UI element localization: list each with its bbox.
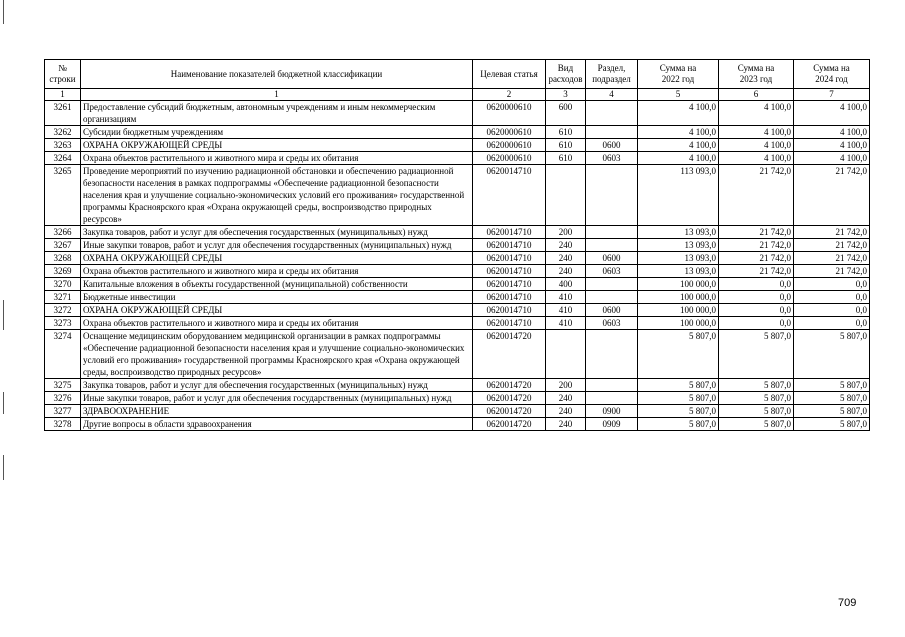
sum-2022-cell: 5 807,0 [638,418,719,431]
target-article-cell: 0620014720 [473,392,546,405]
indicator-name-cell: ОХРАНА ОКРУЖАЮЩЕЙ СРЕДЫ [81,304,473,317]
expense-kind-cell: 600 [546,101,586,126]
sum-2023-cell: 21 742,0 [719,265,794,278]
expense-kind-cell: 410 [546,317,586,330]
indicator-name-cell: Охрана объектов растительного и животного мира и среды их обитания [81,317,473,330]
row-number-cell: 3265 [45,165,81,226]
sum-2022-cell: 4 100,0 [638,139,719,152]
table-row [45,330,870,379]
page-number: 709 [838,597,857,609]
indicator-name-cell: Оснащение медицинским оборудованием медицинской организации в рамках подпрограммы «Обеспечение радиационной безопасности населения края и улучшение социально-экономических условий его проживания» государственной программы Красноярского края «Охрана окружающей среды, воспроизводство природных ресурсов» [81,330,473,379]
sum-2023-cell: 0,0 [719,304,794,317]
table-row [45,126,870,139]
table-row [45,226,870,239]
row-number-cell: 3264 [45,152,81,165]
sum-2022-cell: 13 093,0 [638,226,719,239]
indicator-name-cell: Капитальные вложения в объекты государственной (муниципальной) собственности [81,278,473,291]
sum-2023-cell: 4 100,0 [719,101,794,126]
sum-2024-cell: 5 807,0 [794,392,870,405]
section-cell: 0603 [586,265,638,278]
table-row [45,304,870,317]
header-indicator-name: Наименование показателей бюджетной классификации [81,60,473,89]
target-article-cell: 0620014710 [473,252,546,265]
row-number-cell: 3276 [45,392,81,405]
section-cell [586,291,638,304]
target-article-cell: 0620014710 [473,317,546,330]
expense-kind-cell: 200 [546,226,586,239]
indicator-name-cell: Закупка товаров, работ и услуг для обеспечения государственных (муниципальных) нужд [81,379,473,392]
sum-2024-cell: 4 100,0 [794,152,870,165]
scan-edge-mark [3,455,4,480]
target-article-cell: 0620000610 [473,126,546,139]
indicator-name-cell: ЗДРАВООХРАНЕНИЕ [81,405,473,418]
row-number-cell: 3274 [45,330,81,379]
expense-kind-cell: 240 [546,392,586,405]
target-article-cell: 0620000610 [473,101,546,126]
sum-2024-cell: 5 807,0 [794,330,870,379]
row-number-cell: 3271 [45,291,81,304]
table-row [45,405,870,418]
column-number: 1 [45,89,81,101]
row-number-cell: 3269 [45,265,81,278]
sum-2022-cell: 5 807,0 [638,392,719,405]
table-row [45,165,870,226]
scan-edge-mark [3,300,4,330]
sum-2023-cell: 0,0 [719,291,794,304]
sum-2023-cell: 5 807,0 [719,392,794,405]
expense-kind-cell: 240 [546,252,586,265]
sum-2024-cell: 21 742,0 [794,265,870,278]
expense-kind-cell: 610 [546,126,586,139]
indicator-name-cell: Закупка товаров, работ и услуг для обеспечения государственных (муниципальных) нужд [81,226,473,239]
column-number: 2 [473,89,546,101]
indicator-name-cell: Охрана объектов растительного и животного мира и среды их обитания [81,152,473,165]
row-number-cell: 3273 [45,317,81,330]
sum-2024-cell: 4 100,0 [794,126,870,139]
sum-2024-cell: 0,0 [794,317,870,330]
sum-2022-cell: 5 807,0 [638,379,719,392]
target-article-cell: 0620014710 [473,291,546,304]
sum-2024-cell: 0,0 [794,304,870,317]
expense-kind-cell: 240 [546,418,586,431]
sum-2023-cell: 5 807,0 [719,418,794,431]
row-number-cell: 3277 [45,405,81,418]
sum-2023-cell: 21 742,0 [719,165,794,226]
target-article-cell: 0620014720 [473,405,546,418]
section-cell [586,392,638,405]
section-cell [586,278,638,291]
sum-2023-cell: 0,0 [719,317,794,330]
table-row [45,291,870,304]
target-article-cell: 0620014710 [473,304,546,317]
sum-2022-cell: 100 000,0 [638,278,719,291]
sum-2022-cell: 100 000,0 [638,304,719,317]
section-cell [586,226,638,239]
sum-2023-cell: 4 100,0 [719,152,794,165]
table-row [45,379,870,392]
sum-2023-cell: 21 742,0 [719,252,794,265]
target-article-cell: 0620014710 [473,239,546,252]
sum-2022-cell: 13 093,0 [638,252,719,265]
section-cell: 0600 [586,139,638,152]
column-number: 4 [586,89,638,101]
sum-2022-cell: 13 093,0 [638,265,719,278]
target-article-cell: 0620000610 [473,139,546,152]
table-row [45,101,870,126]
target-article-cell: 0620014720 [473,379,546,392]
scan-edge-mark [3,0,4,24]
row-number-cell: 3270 [45,278,81,291]
row-number-cell: 3267 [45,239,81,252]
section-cell [586,101,638,126]
expense-kind-cell: 410 [546,304,586,317]
expense-kind-cell [546,165,586,226]
section-cell [586,165,638,226]
sum-2024-cell: 4 100,0 [794,139,870,152]
header-sum-2023: Сумма на 2023 год [719,60,794,89]
target-article-cell: 0620014710 [473,226,546,239]
indicator-name-cell: Охрана объектов растительного и животного мира и среды их обитания [81,265,473,278]
column-number: 7 [794,89,870,101]
sum-2023-cell: 5 807,0 [719,330,794,379]
row-number-cell: 3268 [45,252,81,265]
sum-2022-cell: 5 807,0 [638,330,719,379]
table-row [45,252,870,265]
sum-2024-cell: 4 100,0 [794,101,870,126]
table-row [45,392,870,405]
sum-2022-cell: 113 093,0 [638,165,719,226]
sum-2024-cell: 21 742,0 [794,226,870,239]
indicator-name-cell: Другие вопросы в области здравоохранения [81,418,473,431]
expense-kind-cell: 610 [546,152,586,165]
sum-2024-cell: 5 807,0 [794,379,870,392]
expense-kind-cell: 200 [546,379,586,392]
sum-2023-cell: 21 742,0 [719,226,794,239]
target-article-cell: 0620014720 [473,330,546,379]
sum-2024-cell: 21 742,0 [794,165,870,226]
indicator-name-cell: Иные закупки товаров, работ и услуг для обеспечения государственных (муниципальных) нужд [81,392,473,405]
table-row [45,265,870,278]
expense-kind-cell: 610 [546,139,586,152]
table-row [45,418,870,431]
section-cell [586,330,638,379]
section-cell: 0900 [586,405,638,418]
row-number-cell: 3275 [45,379,81,392]
sum-2022-cell: 5 807,0 [638,405,719,418]
column-number: 1 [81,89,473,101]
sum-2023-cell: 5 807,0 [719,405,794,418]
indicator-name-cell: Бюджетные инвестиции [81,291,473,304]
section-cell: 0600 [586,304,638,317]
column-number: 3 [546,89,586,101]
sum-2023-cell: 4 100,0 [719,126,794,139]
section-cell [586,239,638,252]
indicator-name-cell: Проведение мероприятий по изучению радиационной обстановки и обеспечению радиационной безопасности населения в рамках подпрограммы «Обеспечение радиационной безопасности населения края и улучшение социально-экономических условий его проживания» государственной программы Красноярского края «Охрана окружающей среды, воспроизводство природных ресурсов» [81,165,473,226]
column-number: 6 [719,89,794,101]
expense-kind-cell: 240 [546,405,586,418]
section-cell: 0600 [586,252,638,265]
header-sum-2022: Сумма на 2022 год [638,60,719,89]
scan-edge-mark [3,392,4,414]
header-section: Раздел, подраздел [586,60,638,89]
sum-2024-cell: 21 742,0 [794,252,870,265]
expense-kind-cell: 240 [546,239,586,252]
header-target-article: Целевая статья [473,60,546,89]
sum-2022-cell: 4 100,0 [638,152,719,165]
table-row [45,317,870,330]
sum-2024-cell: 5 807,0 [794,405,870,418]
section-cell [586,126,638,139]
sum-2022-cell: 100 000,0 [638,317,719,330]
sum-2022-cell: 100 000,0 [638,291,719,304]
row-number-cell: 3272 [45,304,81,317]
budget-table [44,59,870,431]
sum-2024-cell: 21 742,0 [794,239,870,252]
header-sum-2024: Сумма на 2024 год [794,60,870,89]
indicator-name-cell: Иные закупки товаров, работ и услуг для обеспечения государственных (муниципальных) нужд [81,239,473,252]
target-article-cell: 0620014710 [473,265,546,278]
row-number-cell: 3263 [45,139,81,152]
section-cell [586,379,638,392]
indicator-name-cell: ОХРАНА ОКРУЖАЮЩЕЙ СРЕДЫ [81,252,473,265]
table-row [45,139,870,152]
section-cell: 0603 [586,152,638,165]
sum-2023-cell: 0,0 [719,278,794,291]
expense-kind-cell: 400 [546,278,586,291]
row-number-cell: 3278 [45,418,81,431]
header-expense-kind: Вид расходов [546,60,586,89]
table-row [45,239,870,252]
target-article-cell: 0620000610 [473,152,546,165]
column-number: 5 [638,89,719,101]
header-row-number: № строки [45,60,81,89]
sum-2022-cell: 4 100,0 [638,101,719,126]
row-number-cell: 3266 [45,226,81,239]
indicator-name-cell: Предоставление субсидий бюджетным, автономным учреждениям и иным некоммерческим организациям [81,101,473,126]
table-body [45,101,870,431]
section-cell: 0603 [586,317,638,330]
sum-2024-cell: 5 807,0 [794,418,870,431]
table-row [45,152,870,165]
section-cell: 0909 [586,418,638,431]
indicator-name-cell: Субсидии бюджетным учреждениям [81,126,473,139]
target-article-cell: 0620014710 [473,165,546,226]
sum-2022-cell: 13 093,0 [638,239,719,252]
sum-2023-cell: 5 807,0 [719,379,794,392]
expense-kind-cell: 410 [546,291,586,304]
sum-2022-cell: 4 100,0 [638,126,719,139]
row-number-cell: 3261 [45,101,81,126]
expense-kind-cell: 240 [546,265,586,278]
expense-kind-cell [546,330,586,379]
table-row [45,278,870,291]
table-header-row [45,60,870,89]
target-article-cell: 0620014710 [473,278,546,291]
sum-2023-cell: 21 742,0 [719,239,794,252]
target-article-cell: 0620014720 [473,418,546,431]
sum-2023-cell: 4 100,0 [719,139,794,152]
column-number-row [45,89,870,101]
sum-2024-cell: 0,0 [794,278,870,291]
indicator-name-cell: ОХРАНА ОКРУЖАЮЩЕЙ СРЕДЫ [81,139,473,152]
row-number-cell: 3262 [45,126,81,139]
sum-2024-cell: 0,0 [794,291,870,304]
